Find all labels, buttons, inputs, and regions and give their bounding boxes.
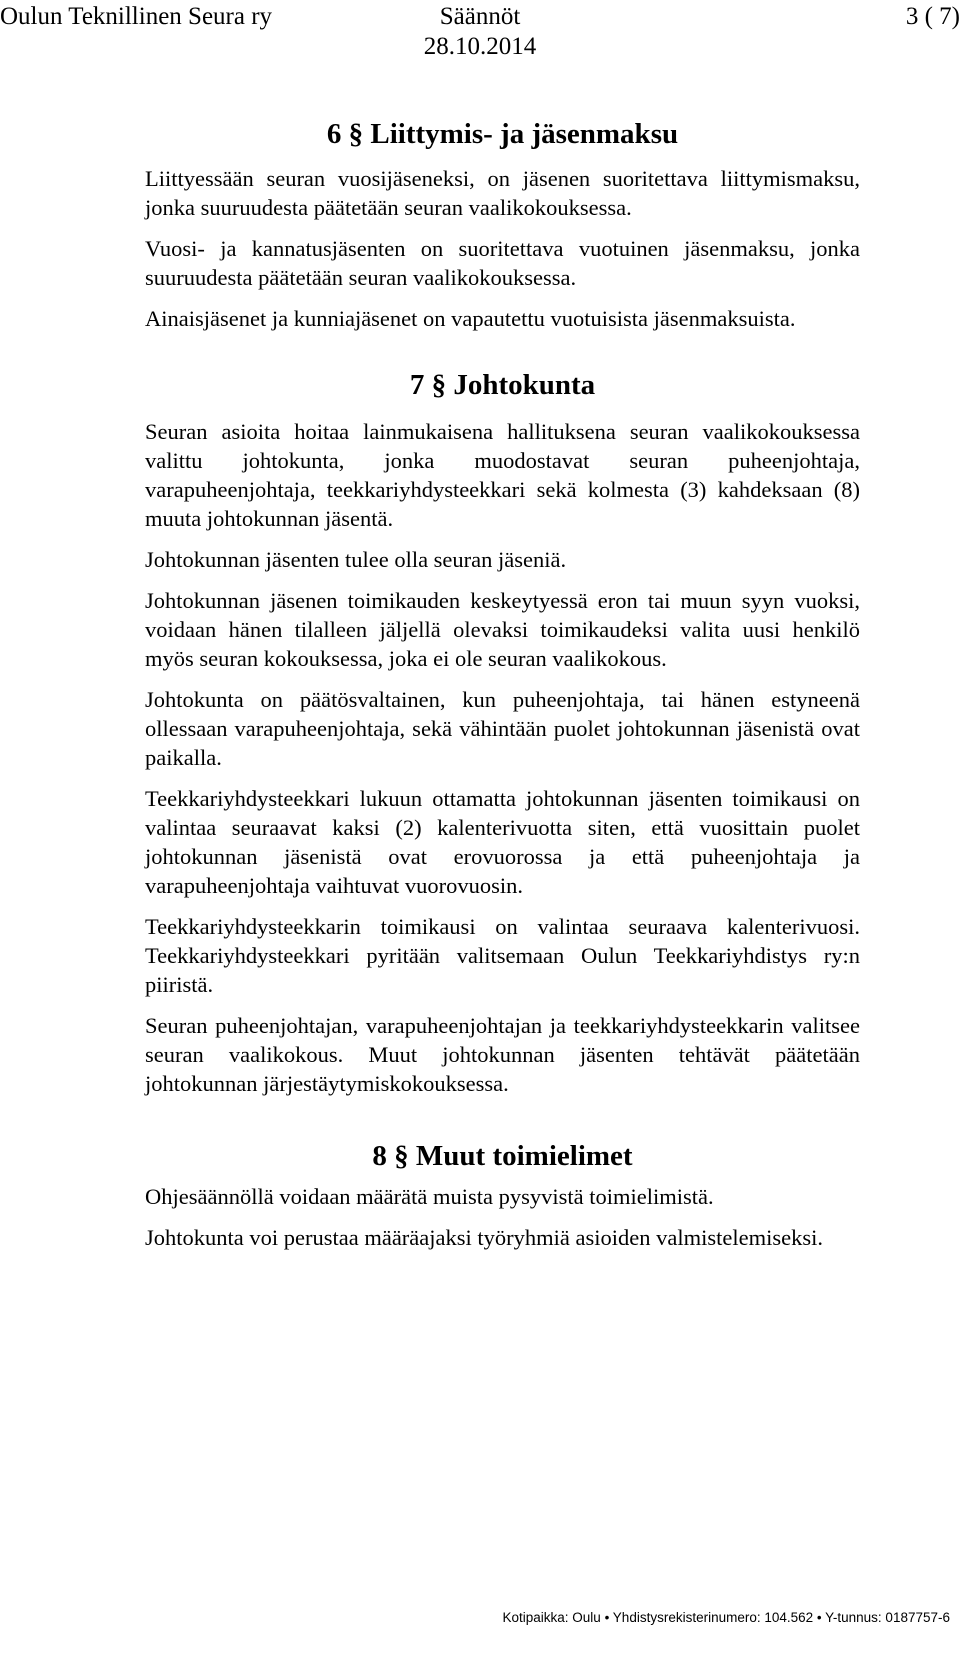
paragraph: Teekkariyhdysteekkarin toimikausi on valintaa seuraava kalenterivuosi. Teekkariyhdysteekkari pyritään valitsemaan Oulun Teekkariyhdistys ry:n piiristä. [145, 914, 860, 997]
document-date: 28.10.2014 [423, 33, 537, 60]
organization-name: Oulun Teknillinen Seura ry [0, 3, 273, 30]
paragraph: Johtokunnan jäsenten tulee olla seuran jäseniä. [145, 547, 567, 572]
paragraph: Johtokunta voi perustaa määräajaksi työryhmiä asioiden valmistelemiseksi. [145, 1225, 823, 1250]
paragraph: Seuran asioita hoitaa lainmukaisena hallituksena seuran vaalikokouksessa valittu johtokunta, jonka muodostavat seuran puheenjohtaja, varapuheenjohtaja, teekkariyhdysteekkari sekä kolmesta (3) kahdeksaan (8) muuta johtokunnan jäsentä. [145, 419, 860, 531]
section-8 [145, 1138, 860, 1252]
paragraph: Johtokunta on päätösvaltainen, kun puheenjohtaja, tai hänen estyneenä ollessaan varapuheenjohtaja, sekä vähintään puolet johtokunnan jäsenistä ovat paikalla. [145, 687, 860, 770]
document-body [145, 116, 860, 1264]
paragraph: Ainaisjäsenet ja kunniajäsenet on vapautettu vuotuisista jäsenmaksuista. [145, 306, 796, 331]
paragraph: Seuran puheenjohtajan, varapuheenjohtajan ja teekkariyhdysteekkarin valitsee seuran vaalikokous. Muut johtokunnan jäsenten tehtävät päätetään johtokunnan järjestäytymiskokouksessa. [145, 1013, 860, 1096]
paragraph: Ohjesäännöllä voidaan määrätä muista pysyvistä toimielimistä. [145, 1184, 714, 1209]
section-heading-6: 6 § Liittymis- ja jäsenmaksu [326, 118, 679, 150]
page-header [0, 2, 960, 62]
section-7 [145, 367, 860, 1098]
page-number: 3 ( 7) [905, 3, 960, 30]
page-footer: Kotipaikka: Oulu • Yhdistysrekisterinumero: 104.562 • Y-tunnus: 0187757-6 [502, 1610, 950, 1625]
section-6 [145, 116, 860, 333]
section-heading-7: 7 § Johtokunta [409, 369, 596, 401]
document-title-block [330, 2, 630, 62]
paragraph: Johtokunnan jäsenen toimikauden keskeytyessä eron tai muun syyn vuoksi, voidaan hänen tilalleen jäljellä olevaksi toimikaudeksi valita uusi henkilö myös seuran kokouksessa, joka ei ole seuran vaalikokous. [145, 588, 860, 671]
paragraph: Liittyessään seuran vuosijäseneksi, on jäsenen suoritettava liittymismaksu, jonka suuruudesta päätetään seuran vaalikokouksessa. [145, 166, 860, 220]
section-heading-8: 8 § Muut toimielimet [372, 1140, 633, 1172]
paragraph: Teekkariyhdysteekkari lukuun ottamatta johtokunnan jäsenten toimikausi on valintaa seuraavat kaksi (2) kalenterivuotta siten, että vuosittain puolet johtokunnan jäsenistä ovat erovuorossa ja että puheenjohtaja ja varapuheenjohtaja vaihtuvat vuorovuosin. [145, 786, 860, 898]
paragraph: Vuosi- ja kannatusjäsenten on suoritettava vuotuinen jäsenmaksu, jonka suuruudesta päätetään seuran vaalikokouksessa. [145, 236, 860, 290]
document-title: Säännöt [439, 3, 521, 30]
